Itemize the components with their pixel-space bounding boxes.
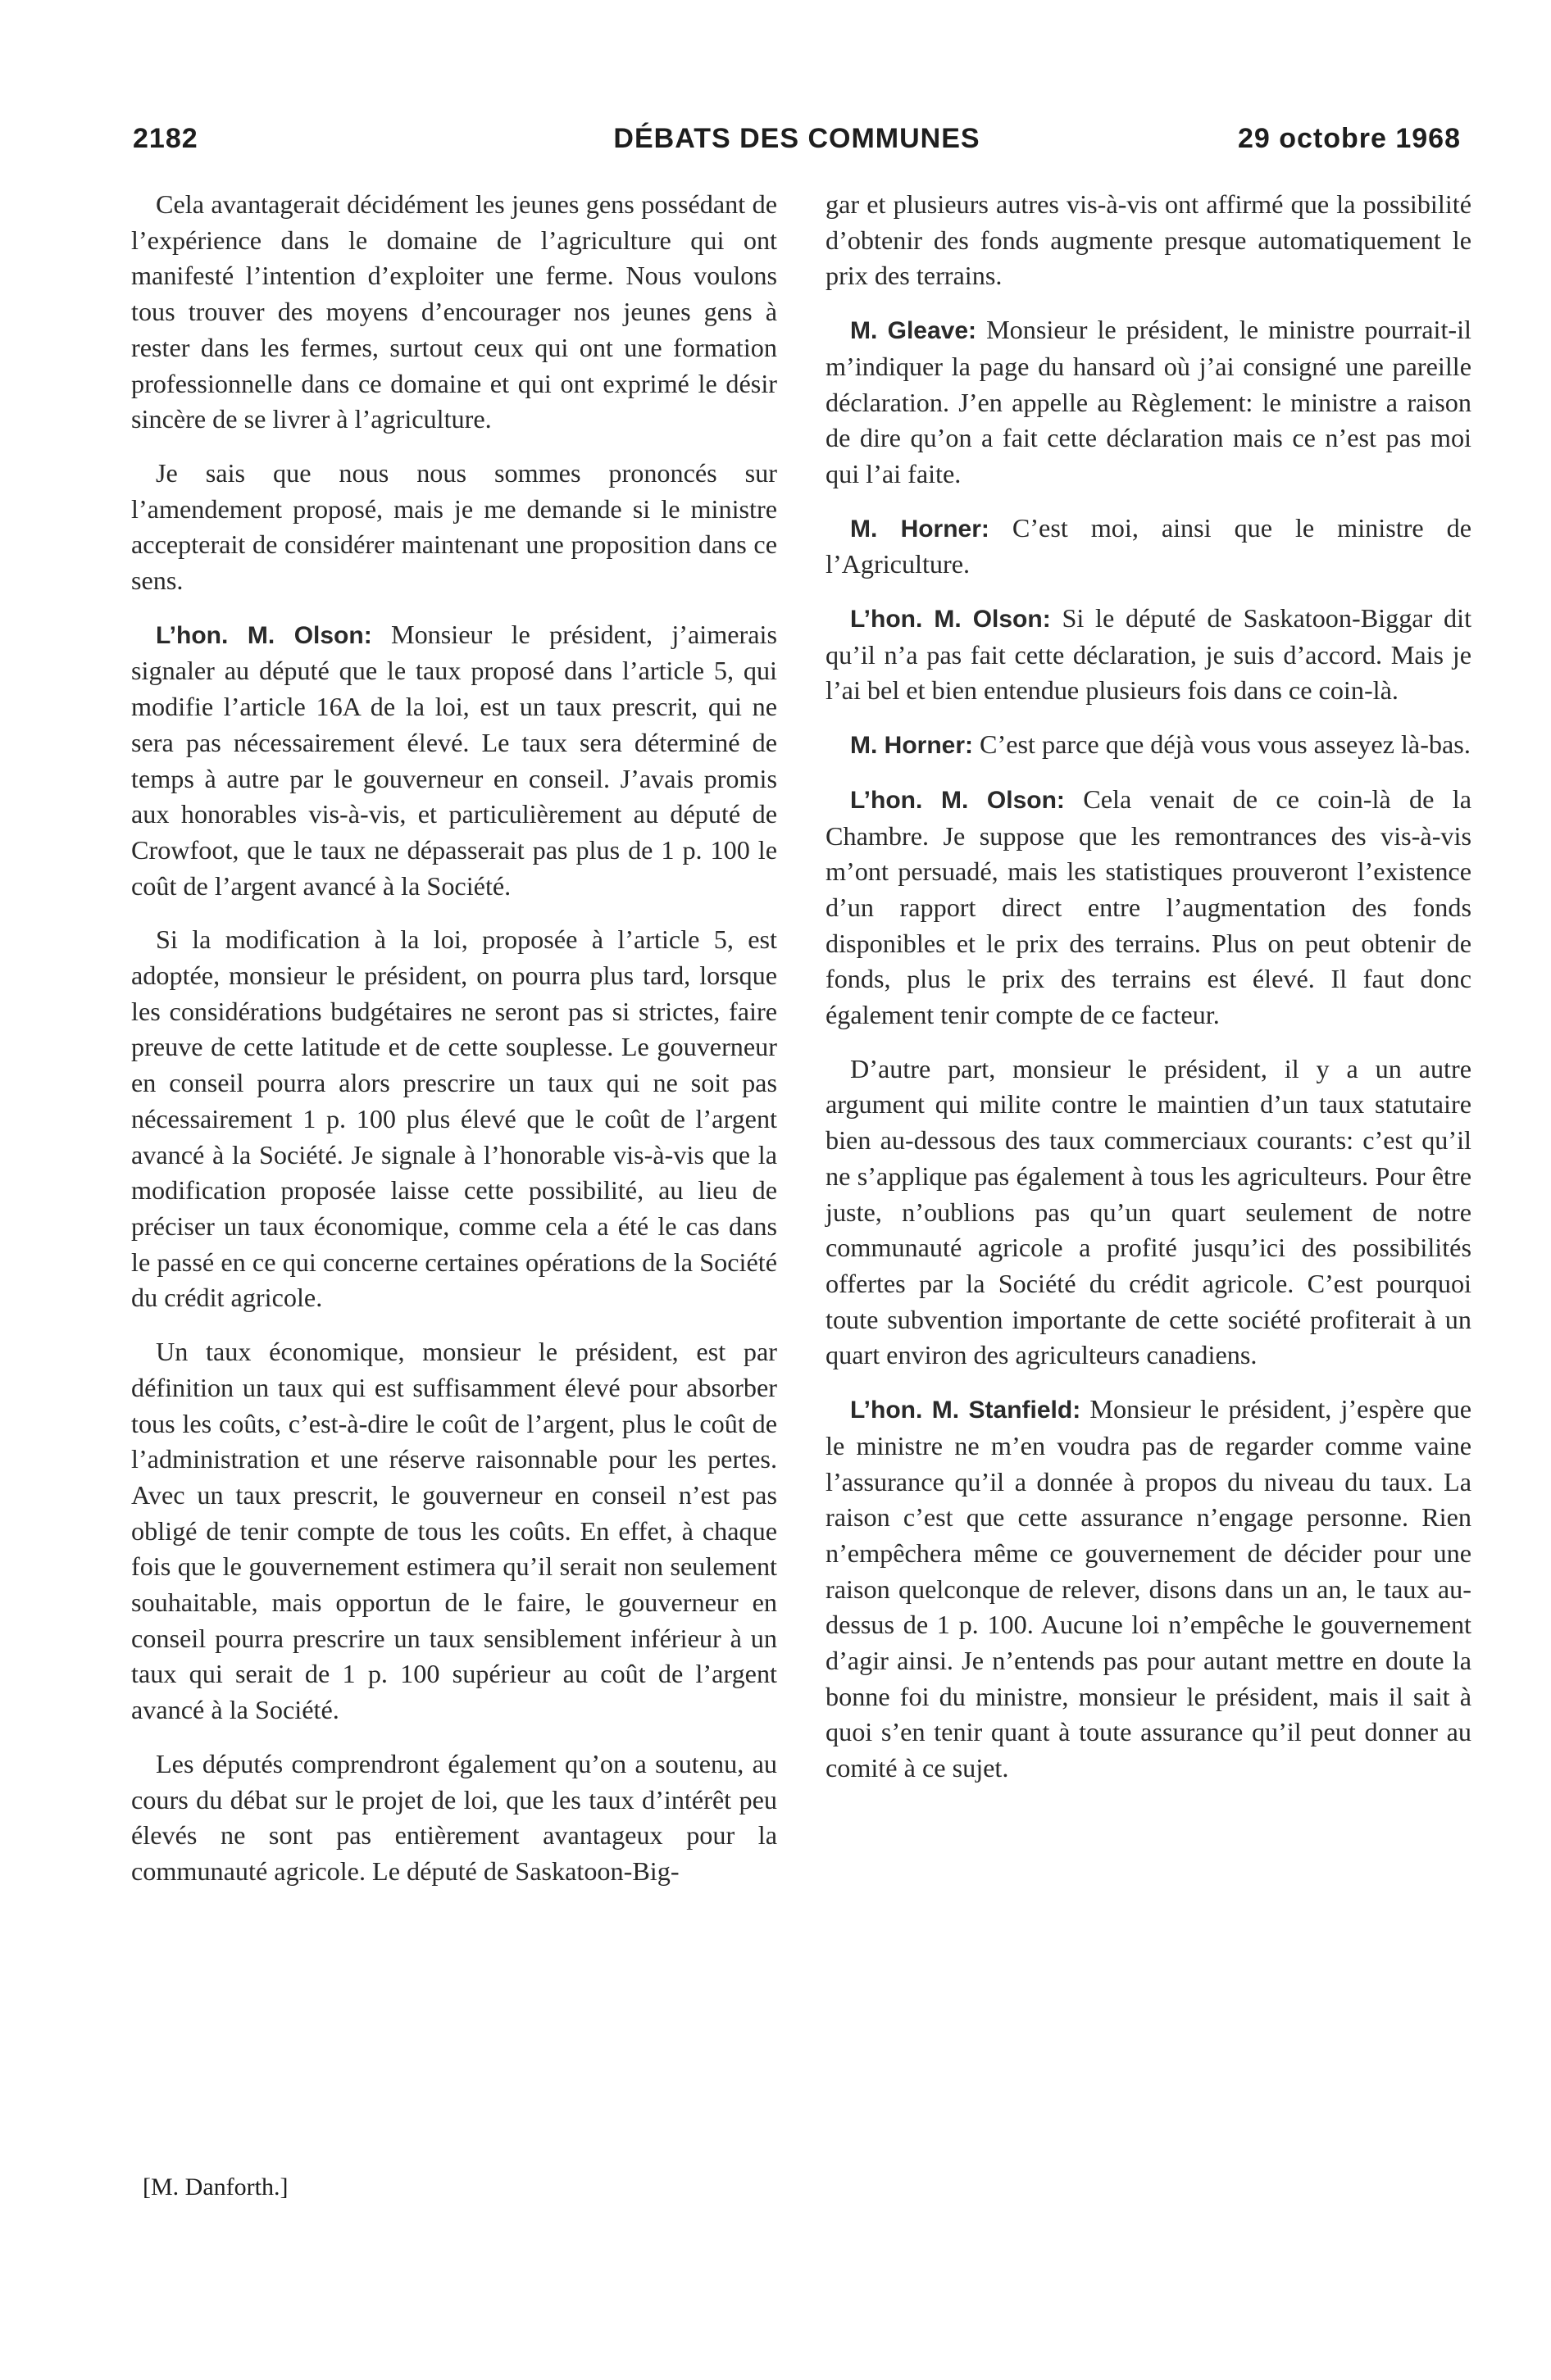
paragraph-text: Les députés comprendront également qu’on a soutenu, au cours du débat sur le projet de loi, que les taux d’intérêt peu élevés ne sont pas entièrement avantageux pour la communauté agricole. Le député de Saskatoon-Big-	[131, 1748, 777, 1886]
paragraph	[131, 456, 777, 599]
publication-title: DÉBATS DES COMMUNES	[613, 123, 980, 154]
speaker-name: M. Gleave:	[850, 317, 977, 345]
paragraph-text: C’est moi, ainsi que le ministre de l’Agriculture.	[826, 512, 1471, 579]
paragraph	[826, 312, 1471, 493]
page-header	[133, 123, 1461, 172]
paragraph	[826, 782, 1471, 1033]
paragraph-text: D’autre part, monsieur le président, il y a un autre argument qui milite contre le maintien d’un taux statutaire bien au-dessous des taux commerciaux courants: c’est qu’il ne s’applique pas également à tous les agriculteurs. Pour être juste, n’oublions pas qu’un quart seulement de notre communauté agricole a profité jusqu’ici des possibilités offertes par la Société du crédit agricole. C’est pourquoi toute subvention importante de cette société profiterait à un quart environ des agriculteurs canadiens.	[826, 1053, 1471, 1370]
speaker-name: L’hon. M. Olson:	[156, 621, 372, 649]
paragraph	[826, 1051, 1471, 1374]
paragraph-text: Je sais que nous nous sommes prononcés sur l’amendement proposé, mais je me demande si le ministre accepterait de considérer maintenant une proposition dans ce sens.	[131, 457, 777, 596]
paragraph	[131, 617, 777, 905]
speaker-name: L’hon. M. Olson:	[850, 606, 1051, 634]
footer-speaker-note: [M. Danforth.]	[143, 2173, 289, 2201]
paragraph-text: gar et plusieurs autres vis-à-vis ont affirmé que la possibilité d’obtenir des fonds augmente presque automatiquement le prix des terrains.	[826, 189, 1471, 291]
speaker-name: M. Horner:	[850, 515, 989, 543]
paragraph-text: Monsieur le président, j’aimerais signaler au député que le taux proposé dans l’article 5, qui modifie l’article 16A de la loi, est un taux prescrit, qui ne sera pas nécessairement élevé. Le taux sera déterminé de temps à autre par le gouverneur en conseil. J’avais promis aux honorables vis-à-vis, et particulièrement au député de Crowfoot, que le taux ne dépasserait pas plus de 1 p. 100 le coût de l’argent avancé à la Société.	[131, 619, 778, 901]
paragraph	[826, 727, 1471, 764]
page-number: 2182	[133, 123, 198, 154]
paragraph-text: C’est parce que déjà vous vous asseyez là-bas.	[980, 729, 1471, 760]
paragraph-text: Monsieur le président, j’espère que le ministre ne m’en voudra pas de regarder comme vaine l’assurance qu’il a donnée à propos du niveau du taux. La raison c’est que cette assurance n’engage personne. Rien n’empêchera même ce gouvernement de décider pour une raison quelconque de relever, disons dans un an, le taux au-dessus de 1 p. 100. Aucune loi n’empêche le gouvernement d’agir ainsi. Je n’entends pas pour autant mettre en doute la bonne foi du ministre, monsieur le président, mais il sait à quoi s’en tenir quant à toute assurance qu’il peut donner au comité à ce sujet.	[826, 1394, 1472, 1783]
paragraph-text: Cela avantagerait décidément les jeunes gens possédant de l’expérience dans le domaine de l’agriculture qui ont manifesté l’intention d’exploiter une ferme. Nous voulons tous trouver des moyens d’encourager nos jeunes gens à rester dans les fermes, surtout ceux qui ont une formation professionnelle dans ce domaine et qui ont exprimé le désir sincère de se livrer à l’agriculture.	[131, 189, 777, 434]
paragraph-text: Si le député de Saskatoon-Biggar dit qu’il n’a pas fait cette déclaration, je suis d’accord. Mais je l’ai bel et bien entendue plusieurs fois dans ce coin-là.	[826, 603, 1472, 706]
paragraph	[131, 1334, 777, 1728]
page-date: 29 octobre 1968	[1237, 123, 1461, 154]
paragraph	[826, 601, 1471, 709]
paragraph	[131, 187, 777, 438]
speaker-name: L’hon. M. Stanfield:	[850, 1397, 1081, 1424]
paragraph-text: Un taux économique, monsieur le président, est par définition un taux qui est suffisamment élevé pour absorber tous les coûts, c’est-à-dire le coût de l’argent, plus le coût de l’administration et une réserve raisonnable pour les pertes. Avec un taux prescrit, le gouverneur en conseil n’est pas obligé de tenir compte de tous les coûts. En effet, à chaque fois que le gouvernement estimera qu’il serait non seulement souhaitable, mais opportun de le faire, le gouverneur en conseil pourra prescrire un taux sensiblement inférieur à un taux qui serait de 1 p. 100 supérieur au coût de l’argent avancé à la Société.	[131, 1337, 777, 1725]
paragraph-text: Si la modification à la loi, proposée à l’article 5, est adoptée, monsieur le président, on pourra plus tard, lorsque les considérations budgétaires ne seront pas si strictes, faire preuve de cette latitude et de cette souplesse. Le gouverneur en conseil pourra alors prescrire un taux qui ne soit pas nécessairement 1 p. 100 plus élevé que le coût de l’argent avancé à la Société. Je signale à l’honorable vis-à-vis que la modification proposée laisse cette possibilité, au lieu de préciser un taux économique, comme cela a été le cas dans le passé en ce qui concerne certaines opérations de la Société du crédit agricole.	[131, 924, 777, 1313]
paragraph-text: Monsieur le président, le ministre pourrait-il m’indiquer la page du hansard où j’ai consigné une pareille déclaration. J’en appelle au Règlement: le ministre a raison de dire qu’on a fait cette déclaration mais ce n’est pas moi qui l’ai faite.	[826, 315, 1471, 488]
speaker-name: L’hon. M. Olson:	[850, 786, 1065, 814]
paragraph	[131, 1746, 777, 1890]
paragraph	[826, 1392, 1471, 1787]
paragraph-text: Cela venait de ce coin-là de la Chambre. Je suppose que les remontrances des vis-à-vis m’ont persuadé, mais les statistiques prouveront l’existence d’un rapport direct entre l’augmentation des fonds disponibles et le prix des terrains. Plus on peut obtenir de fonds, plus le prix des terrains est élevé. Il faut donc également tenir compte de ce facteur.	[826, 783, 1471, 1030]
speaker-name: M. Horner:	[850, 732, 973, 760]
left-column	[131, 187, 777, 1908]
paragraph	[131, 922, 777, 1316]
right-column	[826, 187, 1471, 1805]
paragraph	[826, 511, 1471, 583]
paragraph	[826, 187, 1471, 294]
